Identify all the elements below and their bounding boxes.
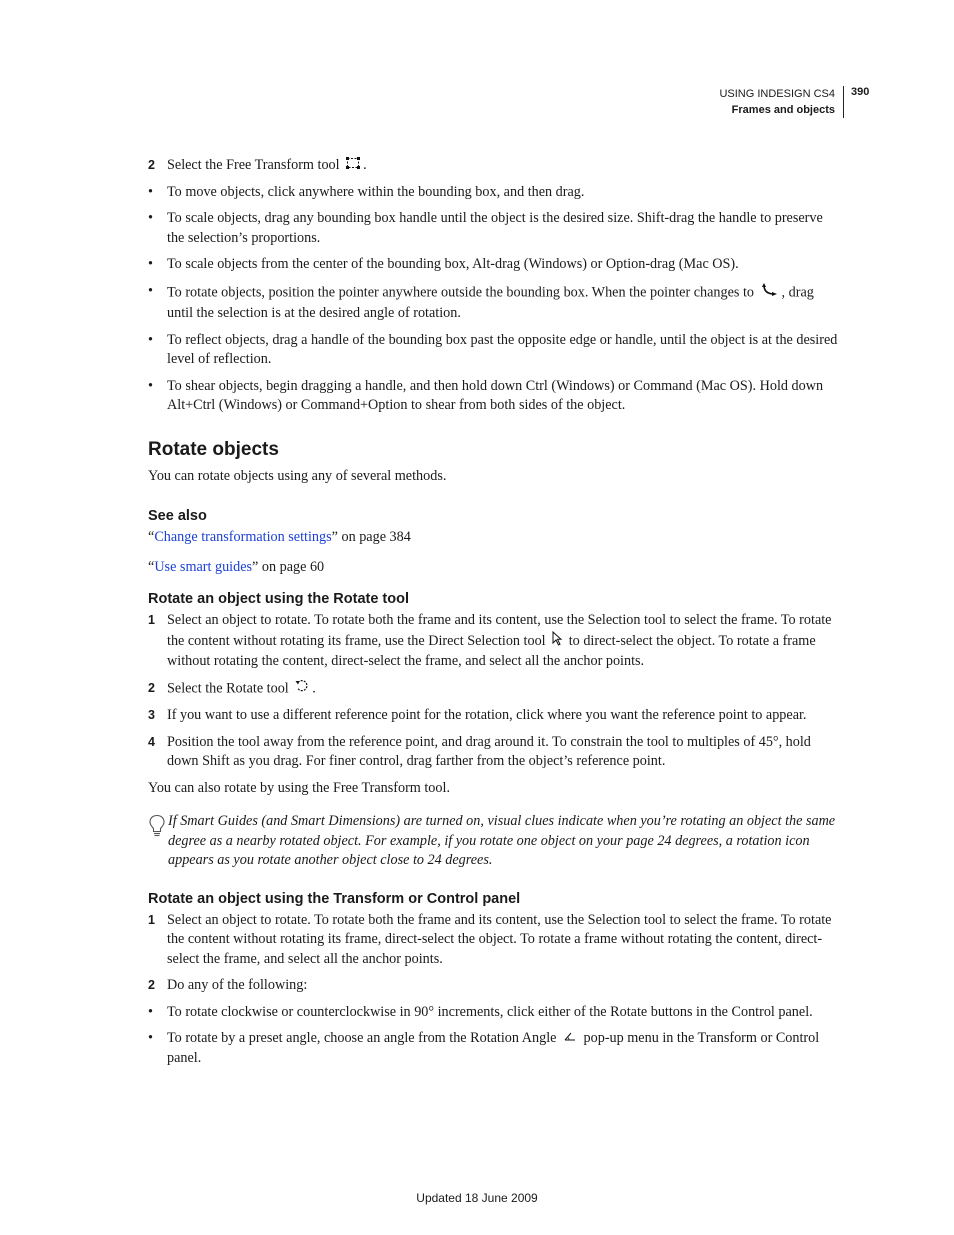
page-content (148, 156, 840, 1075)
bullet-text: To shear objects, begin dragging a handle, and then hold down Ctrl (Windows) or Command (Mac OS). Hold down Alt+Ctrl (Windows) or Command+Option to shear from both sides of the object. (167, 377, 824, 414)
transform-bullet-90 (148, 1003, 840, 1023)
bullet-text: To scale objects, drag any bounding box handle until the object is the desired size. Shift-drag the handle to preserve the selection’s proportions. (167, 210, 823, 246)
use-smart-guides-link[interactable]: Use smart guides (154, 558, 253, 575)
bullet-rotate (148, 282, 840, 324)
bullet-text: To rotate objects, position the pointer anywhere outside the bounding box. When the pointer changes to (167, 284, 754, 301)
bullet-mark: • (148, 1030, 153, 1047)
see-also-item-1 (148, 528, 840, 548)
bullet-reflect (148, 331, 840, 370)
bullet-text: To rotate clockwise or counterclockwise in 90° increments, click either of the Rotate buttons in the Control panel. (167, 1003, 813, 1020)
bullet-move (148, 183, 840, 203)
rotate-tool-step-3 (148, 706, 840, 726)
bullet-mark: • (148, 183, 153, 200)
running-header (719, 86, 844, 118)
rotate-tool-icon (295, 679, 309, 700)
transform-step-2 (148, 976, 840, 996)
step-number: 1 (148, 613, 155, 628)
rotate-also-note: You can also rotate by using the Free Transform tool. (148, 779, 450, 796)
step-text: If you want to use a different reference point for the rotation, click where you want the reference point to appear. (167, 707, 807, 724)
bullet-text: To reflect objects, drag a handle of the bounding box past the opposite edge or handle, until the object is at the desired level of reflection. (167, 331, 838, 368)
bullet-mark: • (148, 282, 153, 299)
bullet-mark: • (148, 377, 153, 394)
section-heading-rotate-objects: Rotate objects (148, 438, 279, 460)
step-number: 3 (148, 708, 155, 723)
step-end: . (312, 680, 316, 697)
bullet-scale (148, 209, 840, 248)
quote-open: “ (148, 558, 155, 575)
page-ref: ” on page 384 (331, 529, 411, 546)
header-subtitle: Frames and objects (731, 104, 835, 116)
bullet-mark: • (148, 331, 153, 348)
step-text: Do any of the following: (167, 977, 308, 994)
step-text: Select an object to rotate. To rotate both the frame and its content, use the Selection tool to select the frame. To rotate the content without rotating its frame, use the Direct Selection tool (167, 612, 832, 649)
tip-text: If Smart Guides (and Smart Dimensions) are turned on, visual clues indicate when you’re rotating an object the same degree as a nearby rotated object. For example, if you rotate one object on your page 24 degrees, a rotation icon appears as you rotate another object close to 24 degrees. (168, 813, 836, 869)
bullet-text-cont: , drag until the selection is at the desired angle of rotation. (167, 284, 814, 322)
subheading-transform-panel: Rotate an object using the Transform or Control panel (148, 890, 521, 907)
page-footer: Updated 18 June 2009 (416, 1191, 538, 1205)
step-text: Position the tool away from the reference point, and drag around it. To constrain the tool to multiples of 45°, hold down Shift as you drag. For finer control, drag farther from the object’s reference point. (167, 733, 811, 770)
step-number: 2 (148, 680, 155, 695)
step-number: 4 (148, 734, 155, 749)
step-text: Select the Free Transform tool (167, 157, 340, 174)
bullet-scale-center (148, 255, 840, 275)
transform-step-1 (148, 911, 840, 970)
free-transform-tool-icon (346, 156, 360, 176)
rotate-tool-step-2 (148, 679, 840, 700)
page-ref: ” on page 60 (252, 558, 325, 575)
lightbulb-icon (148, 814, 166, 845)
rotate-tool-step-1 (148, 611, 840, 672)
step-select-free-transform (148, 156, 840, 176)
smart-guides-tip (148, 812, 840, 871)
rotate-intro: You can rotate objects using any of several methods. (148, 467, 447, 484)
step-text: Select the Rotate tool (167, 680, 289, 697)
step-end: . (363, 157, 367, 174)
subheading-rotate-tool: Rotate an object using the Rotate tool (148, 591, 410, 608)
see-also-heading: See also (148, 508, 207, 525)
step-number: 2 (148, 158, 155, 172)
bullet-text: To rotate by a preset angle, choose an angle from the Rotation Angle (167, 1030, 557, 1047)
bullet-mark: • (148, 1003, 153, 1020)
rotation-angle-icon (563, 1029, 577, 1049)
quote-open: “ (148, 529, 155, 546)
step-number: 2 (148, 978, 155, 993)
bullet-text: To move objects, click anywhere within the bounding box, and then drag. (167, 183, 585, 200)
change-transformation-settings-link[interactable]: Change transformation settings (154, 529, 332, 546)
rotate-pointer-icon (761, 282, 779, 305)
step-text-cont: to direct-select the object. To rotate a frame without rotating the content, direct-select the frame, and select all the anchor points. (167, 632, 816, 670)
page-number: 390 (851, 86, 870, 98)
step-text: Select an object to rotate. To rotate both the frame and its content, use the Selection tool to select the frame. To rotate the content without rotating its frame, direct-select the object. To rotate a frame without rotating the content, direct-select the frame, and select all the anchor points. (167, 911, 832, 967)
bullet-shear (148, 377, 840, 416)
rotate-tool-step-4 (148, 733, 840, 772)
step-number: 1 (148, 912, 155, 927)
direct-selection-tool-icon (552, 631, 562, 653)
header-title: USING INDESIGN CS4 (719, 88, 835, 100)
see-also-item-2 (148, 558, 840, 578)
bullet-text-cont: pop-up menu in the Transform or Control panel. (167, 1030, 820, 1066)
bullet-mark: • (148, 210, 153, 227)
transform-bullet-preset (148, 1029, 840, 1068)
bullet-mark: • (148, 256, 153, 273)
bullet-text: To scale objects from the center of the bounding box, Alt-drag (Windows) or Option-drag (Mac OS). (167, 256, 739, 273)
